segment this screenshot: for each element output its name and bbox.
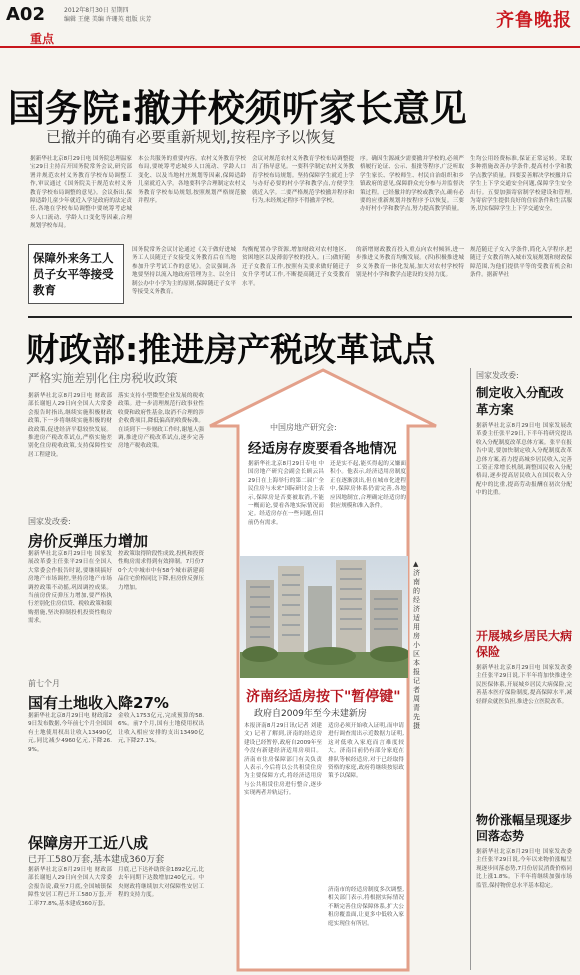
- apartment-photo: [240, 556, 408, 678]
- story1-col4: 序。确因生源减少需要撤并学校的,必须严格履行论证、公示、报批等程序,广泛听取学生家长、学校师生、村民自治组织和乡镇政府的意见,保障群众充分参与并监督决策过程。已经撤并的学校或教学点,确有必要的应重新规划并按程序予以恢复。三要办好村小学和教学点,努力提高教学质量。: [360, 156, 464, 213]
- story1-col2: 本公共服务的重要内容。农村义务教育学校布局,要统筹考虑城乡人口流动、学龄人口变化、以及当地村庄规划等因素,保障适龄儿童就近入学。各地要科学合理制定农村义务教育学校布局规划,按照规划严格规范撤并程序。: [138, 156, 246, 205]
- headline-illness-insurance: 开展城乡居民大病保险: [476, 629, 573, 659]
- jinan-col1: 本报济南8月29日讯(记者 刘建文) 记者了解到,济南的经适房建设已经暂停,政府自2009年至今没有新建经济适用房项目。济南市住房保障部门有关负责人表示,今后将以公共租赁住房为主要保障方式,将经济适用房与公共租赁住房进行整合,逐步实现两者并轨运行。: [244, 723, 322, 797]
- land-col2: 金收入1753亿元,完成预算的58.6%。前7个月,国有土地使用权出让收入相应安排的支出13490亿元,下降27.1%。: [118, 713, 204, 745]
- sidebar-col2: 均衡配置办学资源,增加财政对农村地区、贫困地区以及薄弱学校的投入。(三)做好随迁子女教育工作,按照有关要求做好随迁子女升学考试工作,不断提高随迁子女受教育水平。: [242, 247, 350, 287]
- jinan-col3: 济南市的经适房制度多次调整,相关部门表示,将根据实际情况不断完善住房保障体系,扩大公租房覆盖面,让更多中低收入家庭实现住有所居。: [328, 887, 404, 927]
- right-column-rule: [470, 368, 471, 970]
- story1-col5: 生均公用经费标准,保证正常运转。采取多种措施改善办学条件,提高村小学和教学点教学质量。四要妥善解决学校撤并后学生上下学交通安全问题,保障学生安全出行。五要加强寄宿制学校建设和管理,为寄宿学生提供良好的住宿条件和生活服务,切实保障学生上下学交通安全。: [470, 156, 572, 213]
- story1-sidebar-box: [28, 244, 124, 304]
- section-label: 重点: [30, 32, 55, 46]
- special-kicker: 中国房地产研究会:: [270, 423, 337, 432]
- newspaper-logo: 齐鲁晚报: [496, 10, 572, 31]
- headline-income: 制定收入分配改革方案: [476, 385, 564, 417]
- special-col1: 据新华社北京8月29日专电 中国房地产研究会副会长顾云昌29日在上海举行的第二届广全民住房与未来"国际研讨会上表示,保障房是否要被取消,不能一概而论,要看各地实际情况而定。经适房存在一些问题,但目前仍有需求。: [248, 461, 324, 526]
- page-number: A02: [6, 4, 45, 25]
- headline-land-income: 国有土地收入降27%: [28, 694, 169, 712]
- sidebar-col4: 规范随迁子女入学条件,简化入学程序,把随迁子女教育纳入城市发展规划和财政保障范围,为他们提供平等的受教育机会和条件。据新华社: [470, 247, 572, 279]
- prices-body: 据新华社北京8月29日电 国家发改委主任张平29日说,今年以来物价涨幅呈现逐步回落态势,7月份居民消费价格同比上涨1.8%。下半年将继续加强市场监管,保持物价总水平基本稳定。: [476, 849, 572, 889]
- jinan-col2: 适房必须开始收入证明,而申请进行调查需出示近数据力证明,这对低收入家庭而言难度较大。济南目前仍有部分家庭在排队等候经适房,对于已经取得资格的家庭,政府将继续按原政策予以保障。: [328, 723, 404, 780]
- kicker-ndrc-housing: 国家发改委:: [28, 517, 71, 526]
- photo-caption: ▲济南的经济适用房小区 本报记者 周青先 摄: [413, 560, 420, 730]
- land-col1: 据新华社北京8月29日电 财政部29日发布数据,今年前七个月全国国有土地使用权出让收入13490亿元,同比减少4960亿元,下降26.9%。: [28, 713, 112, 753]
- section-divider: [28, 316, 572, 318]
- masthead: [0, 0, 580, 48]
- story2-col2: 落实支持小型微型企业发展的税收政策。进一步清理规范行政事业性收费和政府性基金,取消不合理的涉企收费项目,降低偏高的收费标准。在谈到下一步财政工作时,谢旭人强调,推进房产税改革试点,逐步完善房地产税收政策。: [118, 393, 204, 450]
- housing-start-col2: 月底,已下达补助资金1892亿元,比去年同期下达数增加240亿元。中央财政将继续加大对保障性安居工程的支持力度。: [118, 867, 204, 899]
- editors: 编辑 王健 美编 许珊英 组版 庆芳: [64, 16, 152, 23]
- story1-subhead: 已撤并的确有必要重新规划,按程序予以恢复: [46, 128, 336, 146]
- subhead-housing-start: 已开工580万套,基本建成360万套: [28, 855, 165, 865]
- housing-price-col2: 控政策取得阶段性成效,投机和投资性购房需求得到有效抑制。7月份70个大中城市中有58个城市新建商品住宅价格同比下降,但房价反弹压力增加。: [118, 551, 204, 591]
- housing-price-col1: 据新华社北京8月29日电 国家发展改革委主任张平29日在全国人大常委会作报告时说,要继续搞好房地产市场调控,坚持房地产市场调控政策不动摇,巩固调控成果。当前房价反弹压力增加,要严格执行差别化住房信贷、税收政策和限购措施,坚决抑制投机投资性购房需求。: [28, 551, 112, 625]
- date: 2012年8月30日 星期四: [64, 7, 129, 14]
- special-col2: 还是实不起,能买得起的又嫌面积小。他表示,经济适用房制度正在逐渐淡出,但在城市化进程中,保障房体系仍需完善,各地应因地制宜,合理确定经适房的供应规模和准入条件。: [330, 461, 406, 510]
- housing-start-col1: 据新华社北京8月29日电 财政部部长谢旭人29日向全国人大常委会报告说,截至7月底,全国城镇保障性安居工程已开工580万套,开工率77.8%,基本建成360万套。: [28, 867, 112, 907]
- story1-headline: 国务院:撤并校须听家长意见: [8, 87, 467, 130]
- kicker-land: 前七个月: [28, 679, 60, 688]
- headline-housing-price: 房价反弹压力增加: [28, 532, 149, 550]
- story2-headline: 财政部:推进房产税改革试点: [26, 330, 436, 369]
- jinan-subhead: 政府自2009年至今未建新房: [254, 709, 367, 719]
- headline-housing-start: 保障房开工近八成: [28, 834, 149, 852]
- story1-col1: 据新华社北京8月29日电 国务院总理温家宝29日主持召开国务院常务会议,研究部署并规范农村义务教育学校布局调整工作,审议通过《国务院关于规范农村义务教育学校布局调整的意见》。会议指出,保障适龄儿童少年就近入学是政府的法定责任,各地在学校布局调整中要统筹考虑城乡人口流动、学龄人口变化等因素,合理规划学校布局。: [30, 156, 132, 230]
- sidebar-col3: 的新增财政教育投入重点向农村倾斜,进一步推进义务教育均衡发展。(四)积极推进城乡义务教育一体化发展,加大对农村学校特别是村小学和教学点建设的支持力度。: [356, 247, 464, 279]
- kicker-income: 国家发改委:: [476, 371, 519, 380]
- story2-subhead: 严格实施差别化住房税收政策: [28, 371, 178, 385]
- income-body: 据新华社北京8月29日电 国家发展改革委主任张平29日,下半年将研究提出收入分配制度改革总体方案。张平在报告中说,要加快制定收入分配制度改革总体方案,着力提高城乡居民收入,完善工资正常增长机制,调整国民收入分配格局,逐步提高居民收入在国民收入分配中的比重,提高劳动报酬在初次分配中的比重。: [476, 423, 572, 497]
- jinan-headline: 济南经适房按下"暂停键": [246, 689, 401, 705]
- story2-col1: 据新华社北京8月29日电 财政部部长谢旭人29日向全国人大常委会报告时指出,继续实施积极财政政策,下一步将继续实施积极的财政政策,促进经济平稳较快发展。推进房产税改革试点,严格实施差别化住房税收政策,支持保障性安居工程建设。: [28, 393, 112, 458]
- sidebar-col1: 国务院常务会议讨论通过《关于做好进城务工人员随迁子女接受义务教育后在当地参加升学考试工作的意见》。会议强调,各地要坚持以流入地政府管理为主、以全日制公办中小学为主的原则,保障随迁子女平等接受义务教育。: [132, 247, 236, 296]
- sidebar-title: 保障外来务工人员子女平等接受教育: [33, 251, 114, 297]
- date-line: [64, 6, 152, 24]
- headline-prices: 物价涨幅呈现逐步回落态势: [476, 813, 573, 843]
- illness-insurance-body: 据新华社北京8月29日电 国家发改委主任张平29日说,下半年将加快推进全民医保体系,开展城乡居民大病保险,完善基本医疗保险制度,提高保障水平,减轻群众就医负担,推进公立医院改革。: [476, 665, 572, 705]
- special-title: 经适房存废要看各地情况: [248, 441, 397, 457]
- story1-col3: 会议对规范农村义务教育学校布局调整提出了指导意见。一要科学制定农村义务教育学校布局规划。坚持保障学生就近上学与办好必要的村小学和教学点,方便学生就近入学。二要严格规范学校撤并程序和行为,未经规定程序不得撤并学校。: [252, 156, 354, 205]
